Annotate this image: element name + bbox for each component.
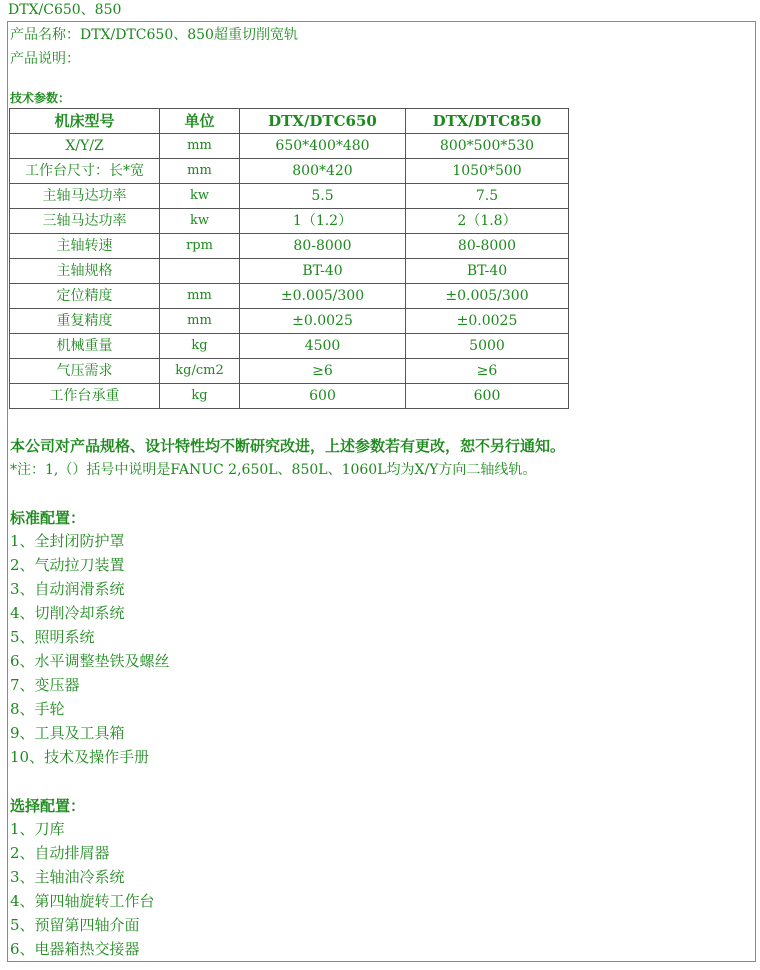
row-value-650: 5.5 [240, 184, 406, 209]
row-unit: mm [160, 309, 240, 334]
list-item: 2、气动拉刀装置 [10, 556, 125, 574]
row-value-850: ±0.0025 [406, 309, 569, 334]
row-value-850: ≥6 [406, 359, 569, 384]
row-label: 三轴马达功率 [10, 209, 160, 234]
list-item: 4、第四轴旋转工作台 [10, 892, 155, 910]
row-value-650: ±0.005/300 [240, 284, 406, 309]
row-value-850: 2（1.8） [406, 209, 569, 234]
row-label: 定位精度 [10, 284, 160, 309]
table-row [10, 184, 569, 209]
list-item: 8、手轮 [10, 700, 65, 718]
row-value-850: BT-40 [406, 259, 569, 284]
tech-params-label: 技术参数： [10, 91, 71, 105]
row-label: 主轴马达功率 [10, 184, 160, 209]
table-row [10, 334, 569, 359]
list-item: 2、自动排屑器 [10, 844, 110, 862]
list-item: 1、刀库 [10, 820, 65, 838]
table-row [10, 209, 569, 234]
product-description: 产品说明： [10, 51, 80, 67]
row-unit: mm [160, 134, 240, 159]
spec-table [9, 108, 569, 409]
table-row [10, 384, 569, 409]
list-item: 6、水平调整垫铁及螺丝 [10, 652, 170, 670]
row-label: 工作台尺寸：长*宽 [10, 159, 160, 184]
list-item: 1、全封闭防护罩 [10, 532, 125, 550]
row-unit: mm [160, 284, 240, 309]
standard-config-title: 标准配置： [10, 509, 86, 527]
product-name: 产品名称：DTX/DTC650、850超重切削宽轨 [10, 27, 298, 43]
table-row [10, 134, 569, 159]
row-value-650: ≥6 [240, 359, 406, 384]
notice-text: 本公司对产品规格、设计特性均不断研究改进，上述参数若有更改，恕不另行通知。 [10, 437, 566, 455]
table-row [10, 234, 569, 259]
row-value-850: 7.5 [406, 184, 569, 209]
row-value-850: 800*500*530 [406, 134, 569, 159]
row-label: 重复精度 [10, 309, 160, 334]
header-dtc650: DTX/DTC650 [240, 109, 406, 134]
row-value-650: ±0.0025 [240, 309, 406, 334]
row-unit: mm [160, 159, 240, 184]
row-value-650: 80-8000 [240, 234, 406, 259]
table-row [10, 284, 569, 309]
row-value-650: 600 [240, 384, 406, 409]
table-row [10, 309, 569, 334]
list-item: 3、主轴油冷系统 [10, 868, 125, 886]
row-unit: kg [160, 334, 240, 359]
row-value-650: 4500 [240, 334, 406, 359]
row-label: 工作台承重 [10, 384, 160, 409]
row-value-850: ±0.005/300 [406, 284, 569, 309]
table-row [10, 159, 569, 184]
row-unit: kg [160, 384, 240, 409]
row-label: 主轴规格 [10, 259, 160, 284]
optional-config-list [10, 817, 155, 961]
row-label: X/Y/Z [10, 134, 160, 159]
row-unit [160, 259, 240, 284]
spec-table-header-row [10, 109, 569, 134]
content-frame [7, 21, 756, 962]
row-label: 主轴转速 [10, 234, 160, 259]
table-row [10, 359, 569, 384]
row-value-850: 5000 [406, 334, 569, 359]
row-unit: rpm [160, 234, 240, 259]
page-top-title: DTX/C650、850 [8, 2, 122, 18]
row-unit: kg/cm2 [160, 359, 240, 384]
list-item: 10、技术及操作手册 [10, 748, 150, 766]
list-item: 7、变压器 [10, 676, 80, 694]
row-value-850: 600 [406, 384, 569, 409]
list-item: 3、自动润滑系统 [10, 580, 125, 598]
list-item: 5、照明系统 [10, 628, 95, 646]
row-value-850: 80-8000 [406, 234, 569, 259]
header-model: 机床型号 [10, 109, 160, 134]
list-item: 5、预留第四轴介面 [10, 916, 140, 934]
optional-config-title: 选择配置： [10, 797, 86, 815]
header-dtc850: DTX/DTC850 [406, 109, 569, 134]
row-value-650: BT-40 [240, 259, 406, 284]
row-label: 机械重量 [10, 334, 160, 359]
row-value-650: 1（1.2） [240, 209, 406, 234]
row-unit: kw [160, 209, 240, 234]
list-item: 4、切削冷却系统 [10, 604, 125, 622]
row-value-650: 650*400*480 [240, 134, 406, 159]
footnote-text: *注：1,（）括号中说明是FANUC 2,650L、850L、1060L均为X/Y方向二轴线轨。 [10, 462, 537, 478]
table-row [10, 259, 569, 284]
standard-config-list [10, 529, 170, 769]
list-item: 9、工具及工具箱 [10, 724, 125, 742]
row-unit: kw [160, 184, 240, 209]
row-label: 气压需求 [10, 359, 160, 384]
row-value-850: 1050*500 [406, 159, 569, 184]
list-item: 6、电器箱热交接器 [10, 940, 140, 958]
row-value-650: 800*420 [240, 159, 406, 184]
header-unit: 单位 [160, 109, 240, 134]
